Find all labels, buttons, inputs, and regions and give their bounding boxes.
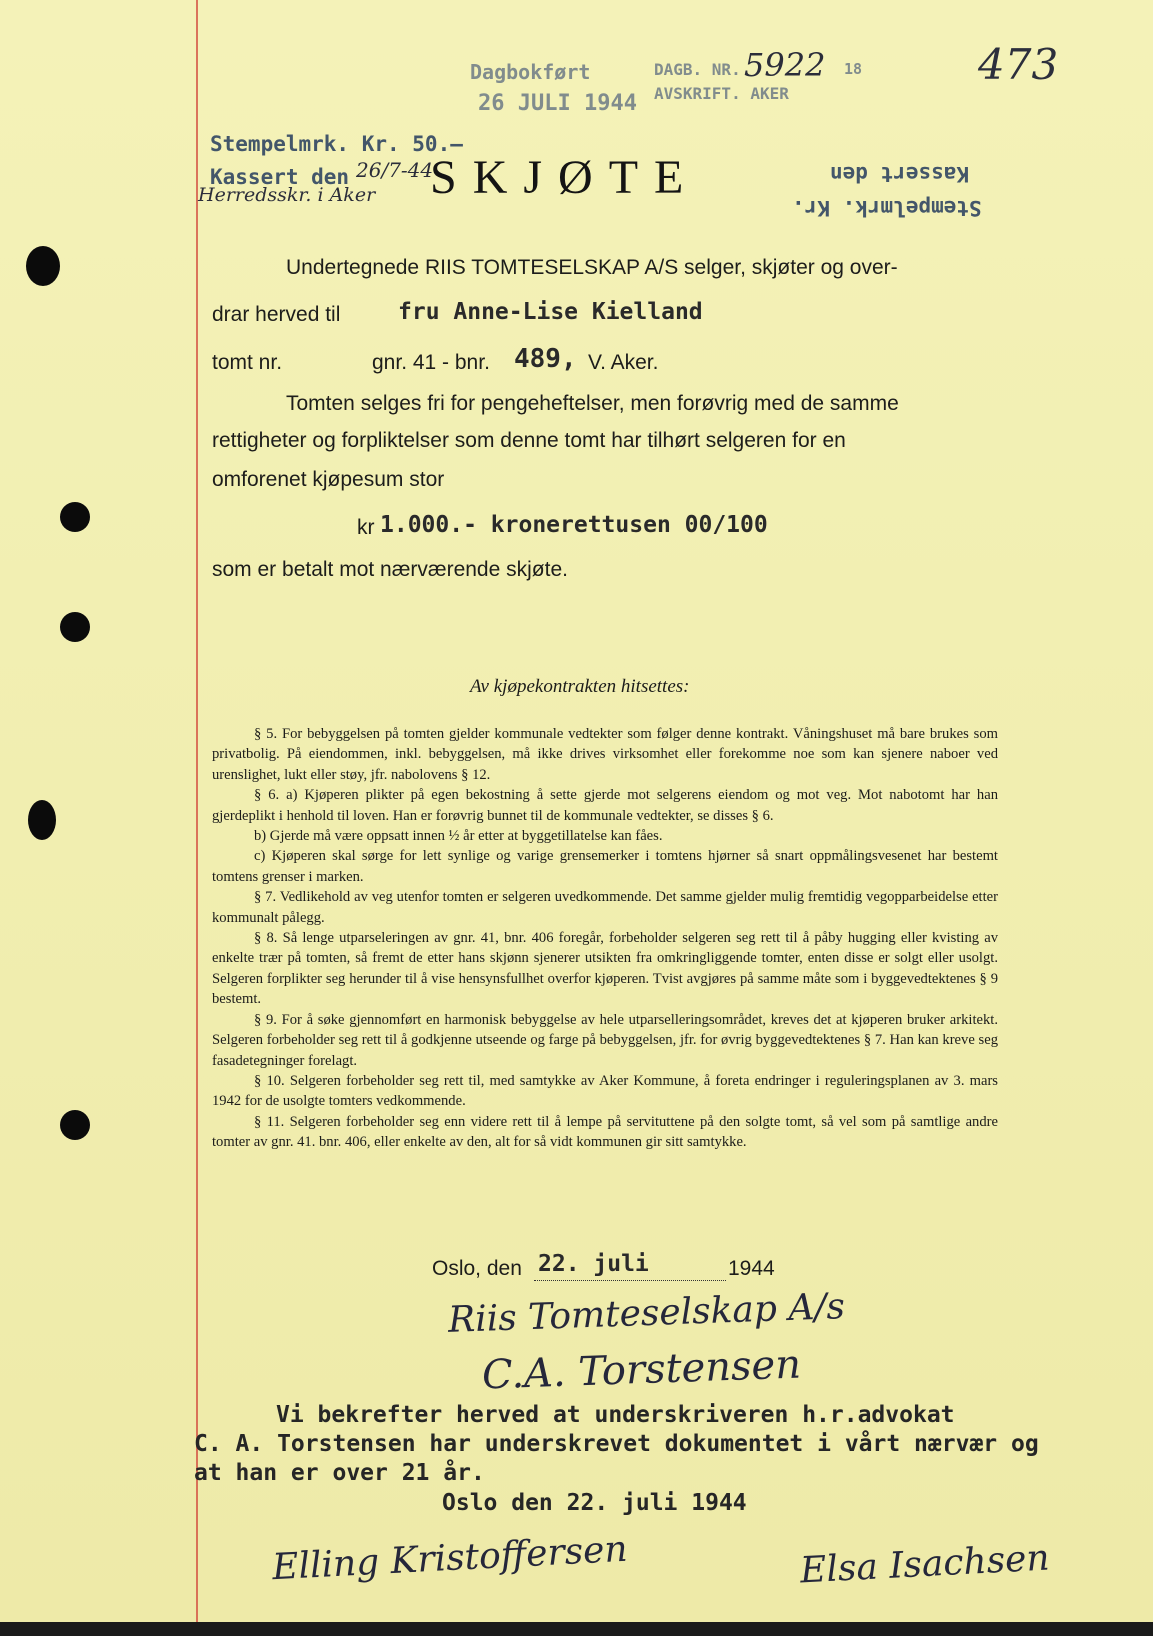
dagbokfort-stamp-date: 26 JULI 1944 (478, 91, 637, 116)
paid-line: som er betalt mot nærværende skjøte. (212, 558, 568, 581)
contract-paragraph: § 6. a) Kjøperen plikter på egen bekostning å sette gjerde mot selgerens eiendom og mot veg. Mot nabotomt har han gjerdeplikt i henhold til loven. Han er forøvrig bunnet til de kommunale vedtekter, se disses § 6. (212, 787, 998, 824)
contract-paragraph: § 7. Vedlikehold av veg utenfor tomten er selgeren uvedkommende. Det samme gjelder mulig fremtidig vegopparbeidelse etter kommunalt pålegg. (212, 889, 998, 926)
deed-body-line-3: omforenet kjøpesum stor (212, 468, 445, 491)
witness-2-signature: Elsa Isachsen (799, 1537, 1051, 1592)
contract-paragraphs (212, 724, 998, 1153)
deed-line-2-prefix: drar herved til (212, 303, 341, 326)
stamp-cancelled-label: Kassert den (210, 165, 350, 189)
dagbokfort-stamp-label: Dagbokført (470, 60, 591, 84)
dateline-year: 1944 (728, 1257, 775, 1280)
contract-paragraph: § 9. For å søke gjennomført en harmonisk bebyggelse av hele utparselleringsområdet, kreves det at kjøperen bruker arkitekt. Selgeren forbeholder seg rett til å godkjenne utseende og farge på bebyggelsen, jfr. for øvrig byggevedtektenes § 7. Han kan kreve seg fasadetegninger forelagt. (212, 1011, 998, 1069)
dagb-nr-handwritten: 5922 (744, 46, 826, 84)
punch-hole (28, 800, 56, 840)
stamp-cancelled-date: 26/7-44 (356, 158, 434, 182)
contract-heading: Av kjøpekontrakten hitsettes: (470, 676, 690, 697)
punch-hole (26, 246, 60, 286)
dagb-nr-stamp-label: DAGB. NR. (654, 60, 741, 79)
witness-line-2: C. A. Torstensen har underskrevet dokumentet i vårt nærvær og (194, 1431, 1039, 1457)
company-signature: Riis Tomteselskap A/s (447, 1286, 846, 1341)
deed-body-line-2: rettigheter og forpliktelser som denne tomt har tilhørt selgeren for en (212, 429, 846, 452)
price-value: 1.000.- kronerettusen 00/100 (380, 512, 768, 538)
mirrored-stamp-line1: Stempelmrk. Kr. (792, 196, 982, 220)
stamp-duty-line: Stempelmrk. Kr. 50.— (210, 132, 463, 156)
avskrift-stamp: AVSKRIFT. AKER (654, 84, 789, 103)
deed-gnr: gnr. 41 - bnr. (372, 351, 490, 374)
witness-line-1: Vi bekrefter herved at underskriveren h.r.advokat (276, 1402, 955, 1428)
contract-paragraph: b) Gjerde må være oppsatt innen ½ år etter at byggetillatelse kan fåes. (254, 828, 663, 845)
price-prefix: kr (357, 516, 375, 539)
document-title: SKJØTE (430, 151, 700, 204)
witness-line-3: at han er over 21 år. (194, 1460, 485, 1486)
buyer-name: fru Anne-Lise Kielland (398, 299, 703, 325)
deed-bnr-value: 489, (514, 344, 577, 374)
punch-hole (60, 1110, 90, 1140)
contract-paragraph: § 11. Selgeren forbeholder seg enn videre rett til å lempe på servituttene på den solgte tomt, så vel som på samtlige andre tomter av gnr. 41. bnr. 406, eller enkelte av den, alt for så vidt kommunen gir sitt samtykke. (212, 1113, 998, 1151)
witness-1-signature: Elling Kristoffersen (271, 1528, 629, 1589)
deed-location: V. Aker. (588, 351, 659, 374)
signer-signature: C.A. Torstensen (481, 1341, 802, 1399)
dateline-rule (534, 1280, 726, 1281)
dateline-date: 22. juli (538, 1251, 649, 1277)
deed-body-line-1: Tomten selges fri for pengeheftelser, men forøvrig med de samme (286, 392, 899, 415)
contract-paragraph: § 5. For bebyggelsen på tomten gjelder kommunale vedtekter som følger denne kontrakt. Våningshuset må bare brukes som privatbolig. På eiendommen, inkl. bebyggelsen, må ikke drives virksomhet eller forekomme noe som kan sjenere naboer ved urenslighet, lukt eller støy, jfr. nabolovens § 12. (212, 726, 998, 783)
deed-line-1: Undertegnede RIIS TOMTESELSKAP A/S selger, skjøter og over- (286, 256, 898, 279)
scan-edge (0, 1622, 1153, 1636)
contract-paragraph: c) Kjøperen skal sørge for lett synlige og varige grensemerker i tomtens hjørner så snart oppmålingsvesenet har bestemt tomtens grenser i marken. (212, 848, 998, 885)
mirrored-stamp-line2: Kassert den (830, 162, 970, 186)
stamp-cancelled-signature: Herredsskr. i Aker (198, 184, 376, 206)
contract-paragraph: § 10. Selgeren forbeholder seg rett til, med samtykke av Aker Kommune, å foreta endringer i reguleringsplanen av 3. mars 1942 for de usolgte tomters vedkommende. (212, 1072, 998, 1110)
witness-date-line: Oslo den 22. juli 1944 (442, 1490, 747, 1516)
deed-line-3-prefix: tomt nr. (212, 351, 283, 374)
dagb-nr-suffix: 18 (844, 60, 863, 78)
page-number: 473 (978, 40, 1059, 89)
contract-paragraph: § 8. Så lenge utparseleringen av gnr. 41, bnr. 406 foregår, forbeholder selgeren seg rett til å påby hugging eller kvisting av enkelte trær på tomten, så fremt de etter hans skjønn sjenerer utsikten fra omkringliggende tomter, enten disse er solgt eller usolgt. Selgeren forplikter seg herunder til å vise hensynsfullhet overfor kjøperen. Tvist avgjøres på samme måte som i byggevedtektenes § 9 bestemt. (212, 930, 998, 1008)
punch-hole (60, 612, 90, 642)
dateline-prefix: Oslo, den (432, 1257, 522, 1280)
margin-rule (196, 0, 198, 1636)
punch-hole (60, 502, 90, 532)
